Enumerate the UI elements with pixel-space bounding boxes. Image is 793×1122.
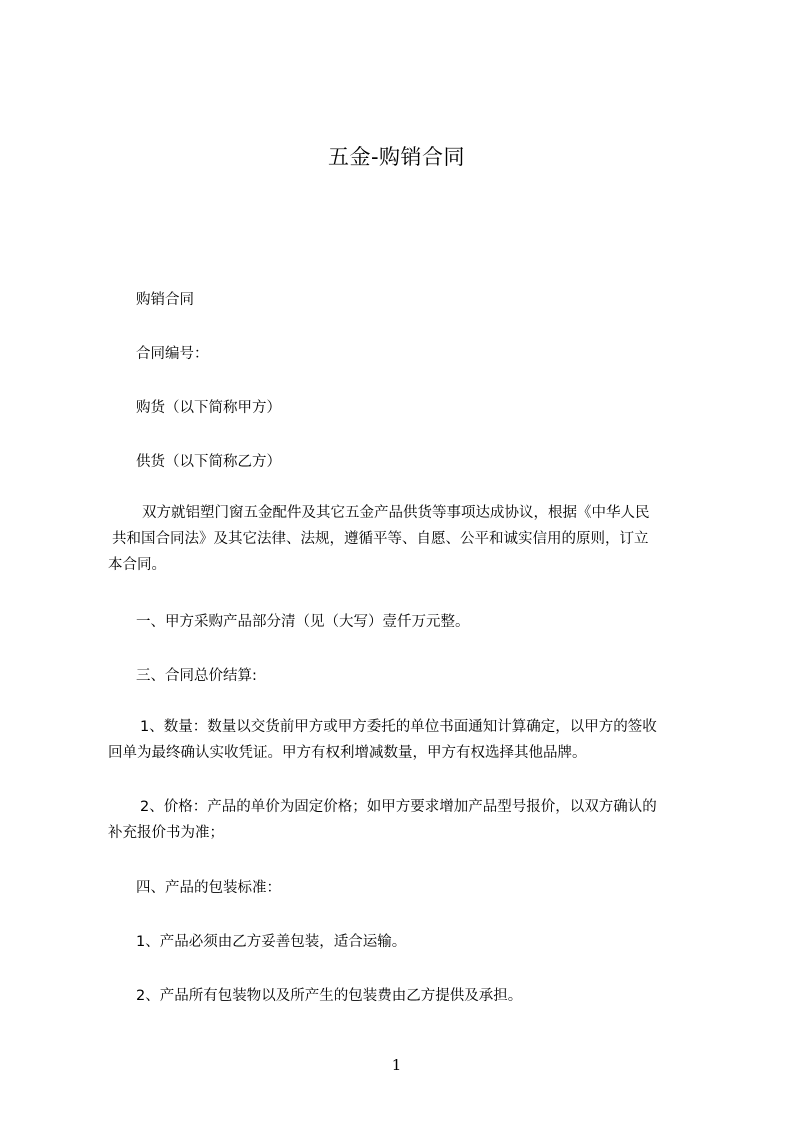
price-line-2: 补充报价书为准； [108,825,224,841]
intro-line-3: 本合同。 [108,557,166,573]
quantity-line-2: 回单为最终确认实收凭证。甲方有权利增减数量，甲方有权选择其他品牌。 [108,745,587,761]
intro-line-1: 双方就铝塑门窗五金配件及其它五金产品供货等事项达成协议，根据《中华人民 [142,505,650,521]
document-title: 五金-购销合同 [327,145,466,169]
section-four: 四、产品的包装标准： [136,880,281,896]
section-three: 三、合同总价结算: [136,668,257,684]
quantity-clause [108,714,712,766]
contract-heading: 购销合同 [136,292,194,308]
seller-line: 供货（以下简称乙方） [136,454,281,470]
contract-number-label: 合同编号： [136,346,209,362]
buyer-line: 购货（以下简称甲方） [136,400,281,416]
intro-paragraph [108,500,712,578]
packaging-item-2: 2、产品所有包装物以及所产生的包装费由乙方提供及承担。 [136,988,523,1004]
packaging-item-1: 1、产品必须由乙方妥善包装，适合运输。 [136,934,407,950]
price-line-1: 2、价格：产品的单价为固定价格；如甲方要求增加产品型号报价，以双方确认的 [140,799,657,815]
section-one: 一、甲方采购产品部分清（见（大写）壹仟万元整。 [136,614,470,630]
page-number: 1 [391,1056,402,1074]
quantity-line-1: 1、数量：数量以交货前甲方或甲方委托的单位书面通知计算确定，以甲方的签收 [140,719,657,735]
price-clause [108,794,712,846]
intro-line-2: 共和国合同法》及其它法律、法规，遵循平等、自愿、公平和诚实信用的原则，订立 [112,531,649,547]
